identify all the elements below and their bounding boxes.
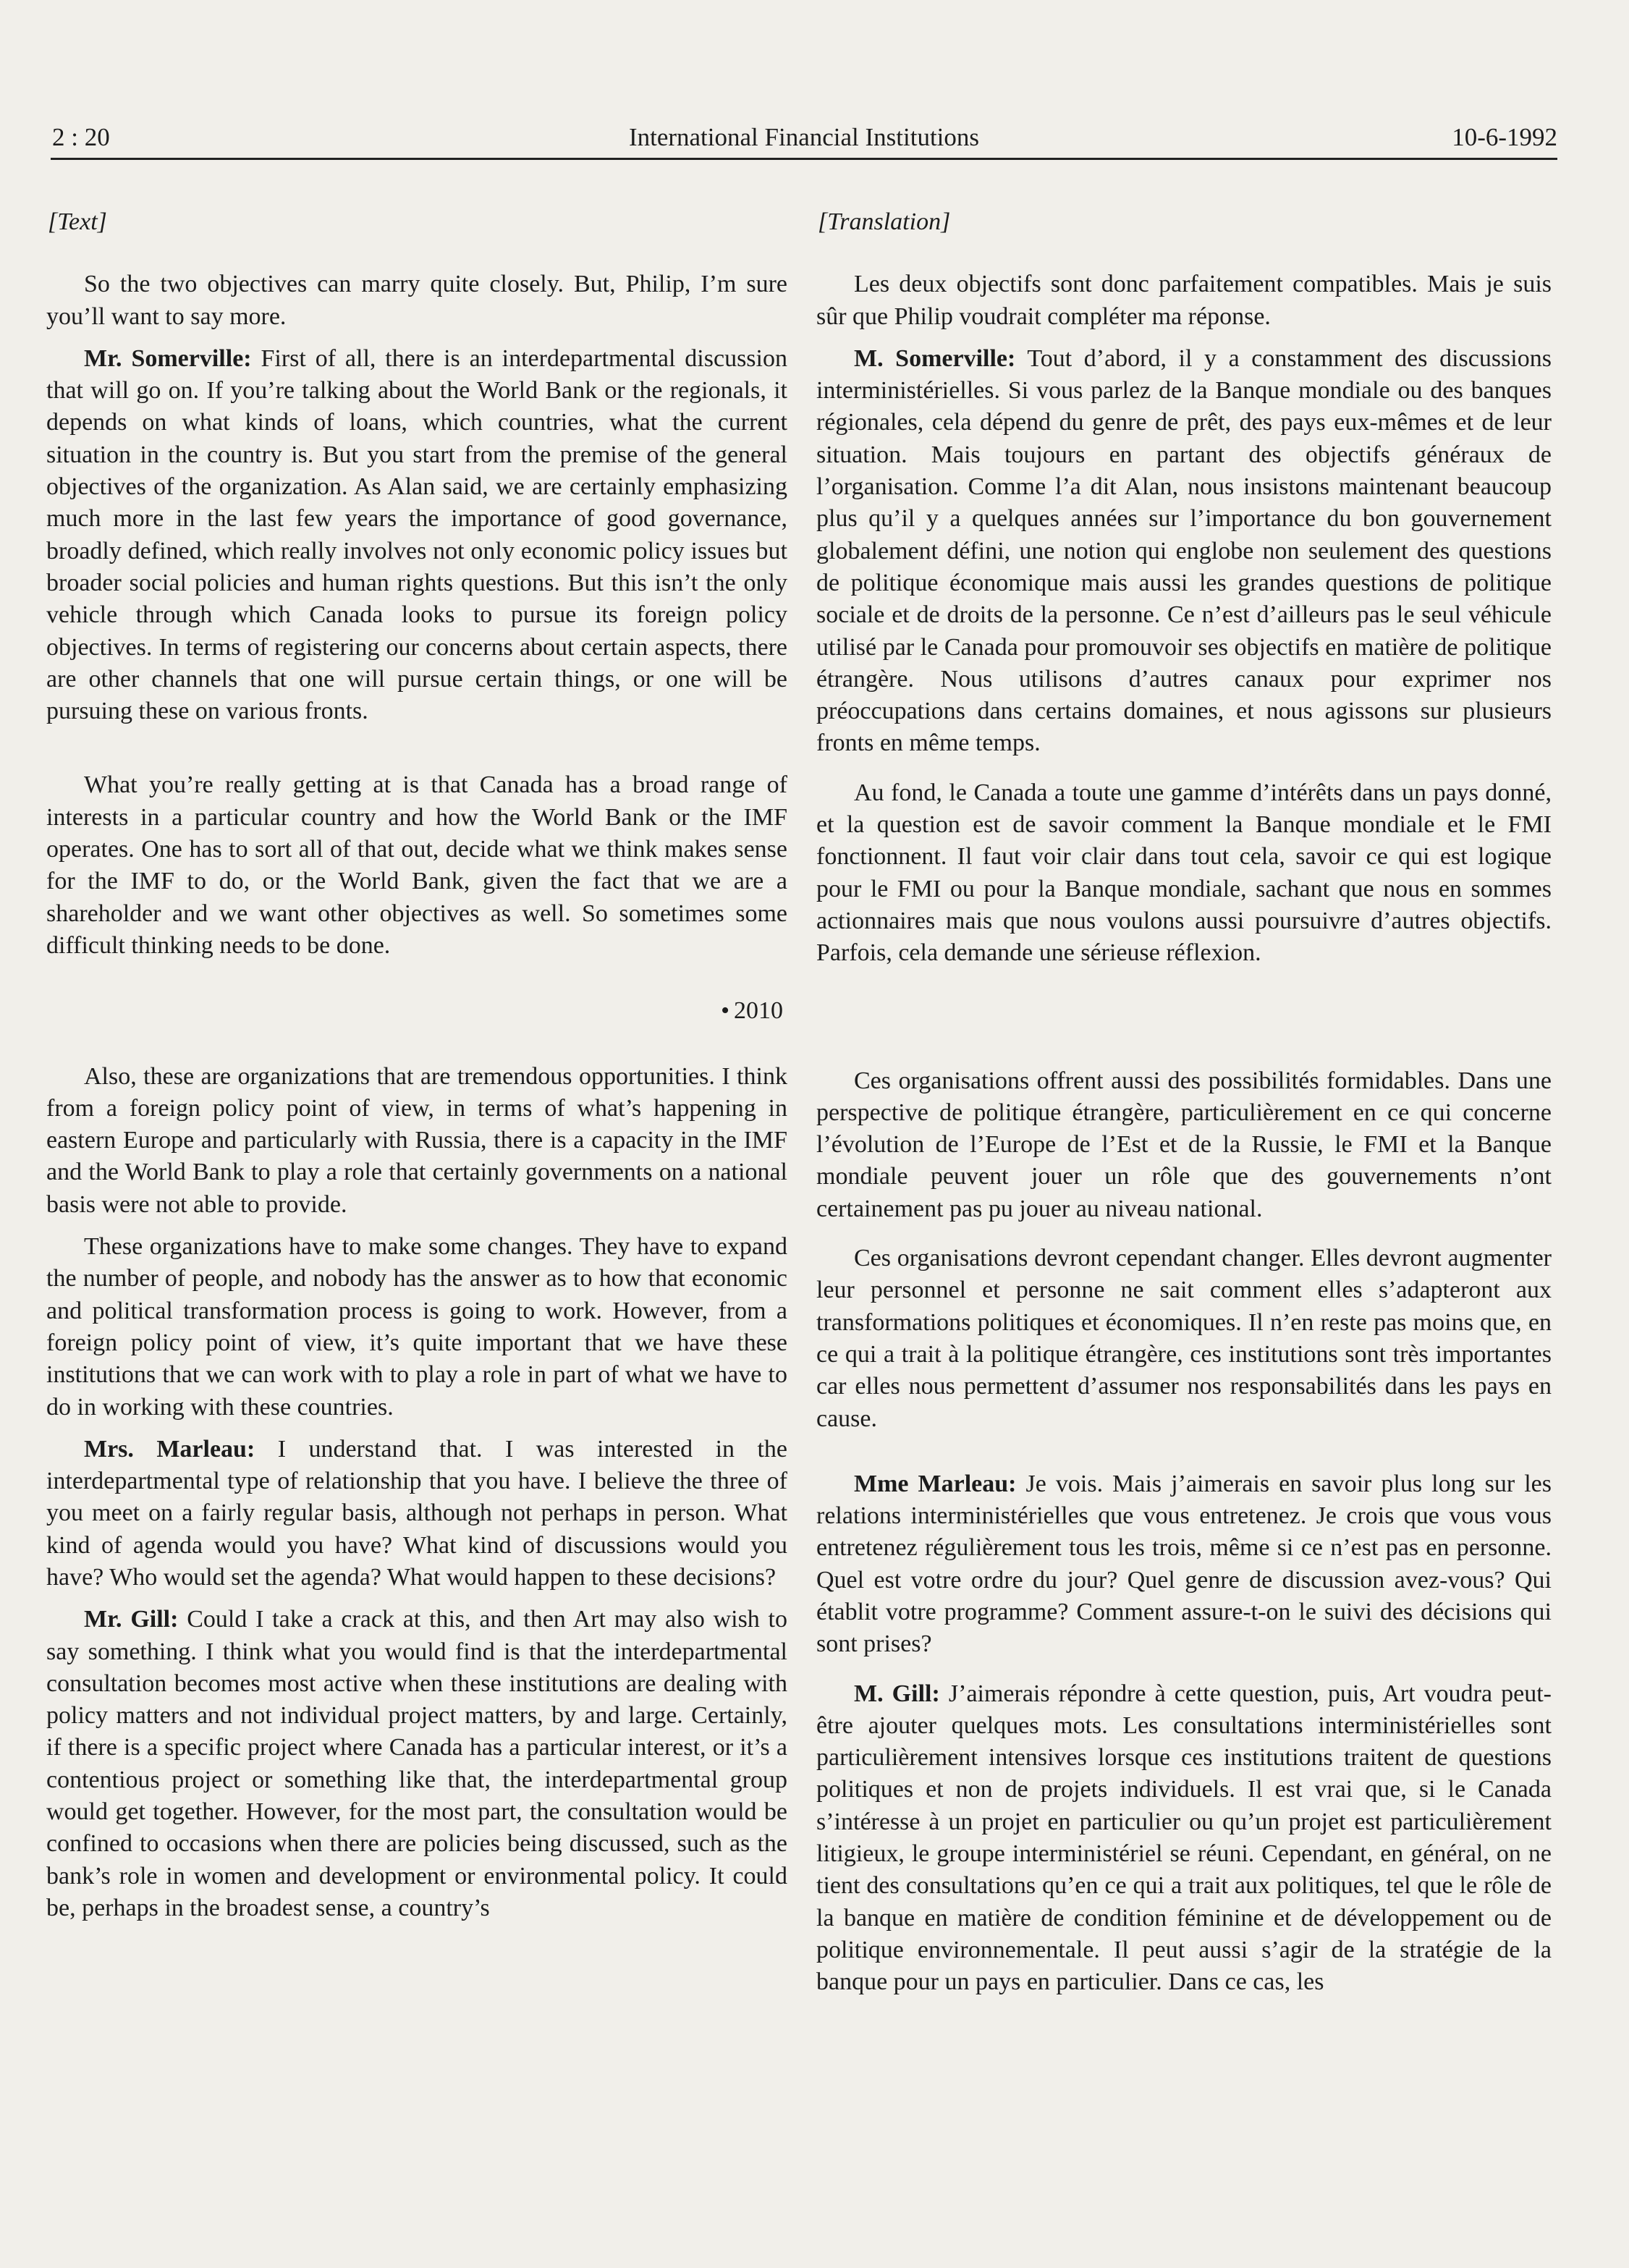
spacer [816,980,1552,1065]
french-column [816,206,1552,2009]
paragraph: Ces organisations devront cependant changer. Elles devront augmenter leur personnel et personne ne sait comment elles s’adapteront aux transformations politiques et économiques. Il n’en reste pas moins que, en ce qui a trait à la politique étrangère, ces institutions sont très importantes car elles nous permettent d’assumer nos responsabilités dans les pays en cause. [816,1245,1552,1432]
paragraph: Au fond, le Canada a toute une gamme d’intérêts dans un pays donné, et la question est de savoir comment la Banque mondiale et le FMI fonctionnent. Il faut voir clair dans tout cela, savoir ce qui est logique pour le FMI ou pour la Banque mondiale, sachant que nous en sommes actionnaires mais que nous voulons aussi poursuivre d’autres objectifs. Parfois, cela demande une sérieuse réflexion. [816,779,1552,967]
speaker-name: Mr. Gill: [84,1606,179,1633]
column-label: [Translation] [818,208,951,235]
page-header [51,120,1557,160]
speech-text: I understand that. I was interested in the interdepartmental type of relationship that you have. I believe the three of you meet on a fairly regular basis, although not perhaps in person. What kind of agenda would you have? What kind of discussions would you have? Who would set the agenda? What would happen to these decisions? [46,1435,787,1591]
time-marker-text: 2010 [734,997,783,1025]
paragraph: Ces organisations offrent aussi des possibilités formidables. Dans une perspective de politique étrangère, particulièrement en ce qui concerne l’évolution de l’Europe de l’Est et de la Russie, le FMI et la Banque mondiale peuvent jouer un rôle que des gouvernements n’ont certainement pas pu jouer au niveau national. [816,1067,1552,1222]
speaker-name: Mr. Somerville: [84,344,252,372]
speaker-name: Mrs. Marleau: [84,1435,255,1463]
document-date: 10-6-1992 [1452,123,1557,151]
speech-text: Tout d’abord, il y a constamment des discussions interministérielles. Si vous parlez de la Banque mondiale ou des banques régionales, cela dépend du genre de prêt, des pays eux-mêmes et de leur situation. Mais toujours en partant des objectifs généraux de l’organisation. Comme l’a dit Alan, nous insistons maintenant beaucoup plus qu’il y a quelques années sur l’importance du bon gouvernement globalement défini, une notion qui englobe non seulement des questions de politique économique mais aussi les grandes questions de politique sociale et de droits de la personne. Ce n’est d’ailleurs pas le seul véhicule utilisé par le Canada pour promouvoir ses objectifs en matière de politique étrangère. Nous utilisons d’autres canaux pour exprimer nos préoccupations dans certains domaines, et nous agissons sur plusieurs fronts en même temps. [816,344,1552,757]
time-marker [46,995,783,1027]
paragraph: Also, these are organizations that are tremendous opportunities. I think from a foreign policy point of view, in terms of what’s happening in eastern Europe and particularly with Russia, there is a capacity in the IMF and the World Bank to play a role that certainly governments on a national basis were not able to provide. [46,1062,787,1218]
paragraph [816,1468,1552,1661]
paragraph [816,343,1552,760]
paragraph: What you’re really getting at is that Canada has a broad range of interests in a particular country and how the World Bank or the IMF operates. One has to sort all of that out, decide what we think makes sense for the IMF to do, or the World Bank, given the fact that we are a shareholder and we want other objectives as well. So sometimes some difficult thinking needs to be done. [46,771,787,959]
document-title: International Financial Institutions [628,123,980,151]
speaker-name: M. Gill: [854,1680,940,1707]
paragraph: These organizations have to make some changes. They have to expand the number of people, and nobody has the answer as to how that economic and political transformation process is going to work. However, from a foreign policy point of view, it’s quite important that we have these institutions that we can work with to play a role in part of what we have to do in working with these countries. [46,1233,787,1421]
paragraph [46,343,787,728]
speaker-name: Mme Marleau: [854,1470,1017,1497]
speech-text: Could I take a crack at this, and then Art may also wish to say something. I think what you would find is that the interdepartmental consultation becomes most active when these institutions are dealing with policy matters and not individual project matters, by and large. Certainly, if there is a specific project where Canada has a particular interest, or it’s a contentious project or something like that, the interdepartmental group would get together. However, for the most part, the consultation would be confined to occasions when there are policies being discussed, such as the bank’s role in women and development or environmental policy. It could be, perhaps in the broadest sense, a country’s [46,1606,788,1921]
speech-text: Je vois. Mais j’aimerais en savoir plus long sur les relations interministérielles que vous entretenez. Je crois que vous vous entretenez régulièrement tous les trois, même si ce n’est pas en personne. Quel est votre ordre du jour? Quel genre de discussion avez-vous? Qui établit votre programme? Comment assure-t-on le suivi des décisions qui sont prises? [816,1470,1552,1658]
paragraph: Les deux objectifs sont donc parfaitement compatibles. Mais je suis sûr que Philip voudrait compléter ma réponse. [816,271,1552,330]
paragraph [46,1434,787,1594]
english-column [46,206,787,1934]
column-label: [Text] [48,208,107,235]
paragraph: So the two objectives can marry quite closely. But, Philip, I’m sure you’ll want to say more. [46,271,787,330]
paragraph [46,1604,787,1924]
speaker-name: M. Somerville: [854,344,1016,372]
paragraph [816,1678,1552,1999]
speech-text: First of all, there is an interdepartmental discussion that will go on. If you’re talking about the World Bank or the regionals, it depends on what kinds of loans, which countries, what the current situation in the country is. But you start from the premise of the general objectives of the organization. As Alan said, we are certainly emphasizing much more in the last few years the importance of good governance, broadly defined, which really involves not only economic policy issues but broader social policies and human rights questions. But this isn’t the only vehicle through which Canada looks to pursue its foreign policy objectives. In terms of registering our concerns about certain aspects, there are other channels that one will pursue certain things, or one will be pursuing these on various fronts. [46,344,787,725]
page-reference: 2 : 20 [52,123,110,151]
bullet-icon: • [721,997,729,1025]
speech-text: J’aimerais répondre à cette question, puis, Art voudra peut-être ajouter quelques mots. Les consultations interministérielles sont particulièrement intensives lorsque ces institutions traitent de questions politiques et non de projets individuels. Il est vrai que, si le Canada s’intéresse à un projet en particulier ou qu’un projet est particulièrement litigieux, le groupe interministériel se réuni. Cependant, en général, on ne tient des consultations qu’en ce qui a trait aux politiques, tel que le rôle de la banque en matière de condition féminine et de développement ou de politique environnementale. Il peut aussi s’agir de la stratégie de la banque pour un pays en particulier. Dans ce cas, les [816,1680,1552,1996]
